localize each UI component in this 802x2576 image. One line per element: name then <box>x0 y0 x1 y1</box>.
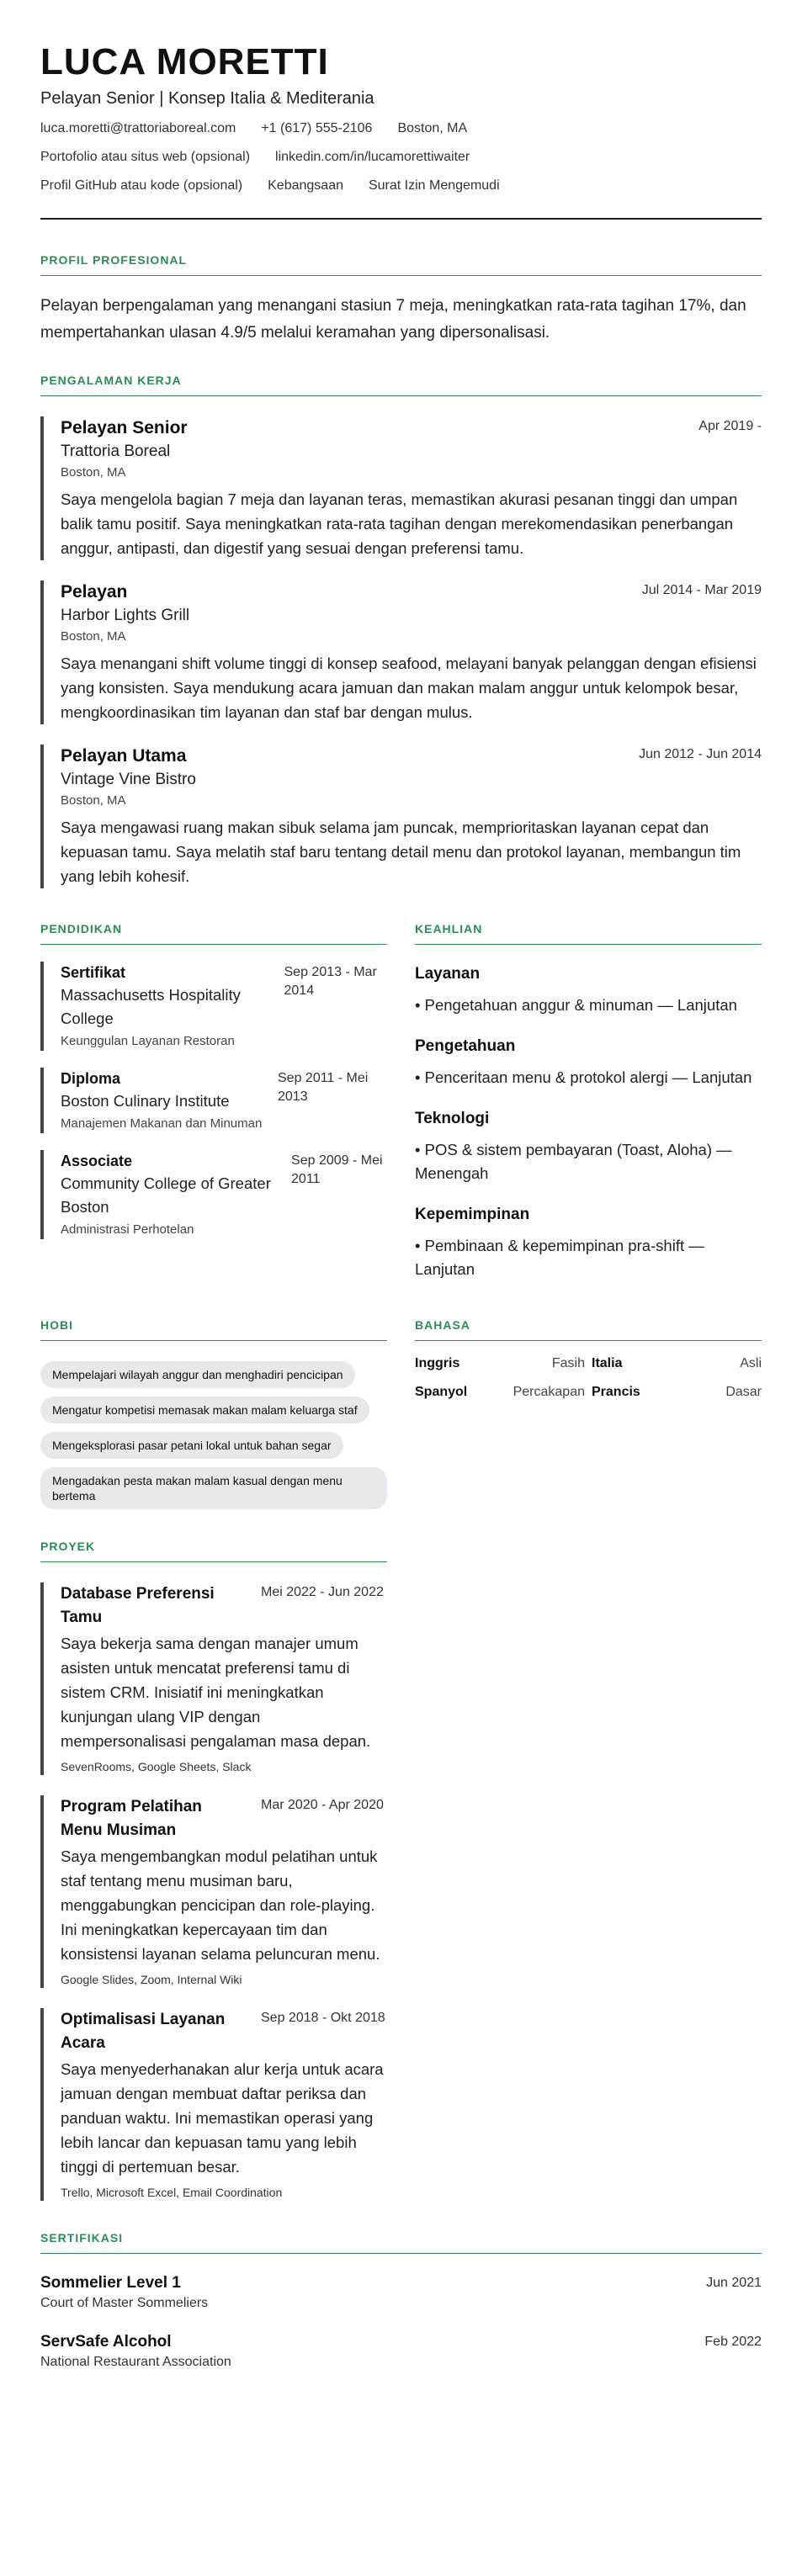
language-item <box>592 1356 762 1371</box>
education-date: Sep 2011 - Mei 2013 <box>278 1071 369 1104</box>
project-date: Mei 2022 - Jun 2022 <box>261 1585 384 1599</box>
language-name: Inggris <box>415 1356 460 1370</box>
education-date: Sep 2013 - Mar 2014 <box>284 965 377 998</box>
certification-name: ServSafe Alcohol <box>40 2333 172 2351</box>
section-title: HOBI <box>40 1318 387 1341</box>
contact-row <box>40 120 762 137</box>
project-entry <box>40 1582 387 1775</box>
education-school: Massachusetts Hospitality College <box>61 986 241 1027</box>
certification-entry <box>40 2331 762 2372</box>
project-name: Optimalisasi Layanan Acara <box>61 2011 226 2052</box>
project-entry <box>40 2008 387 2201</box>
education-school: Community College of Greater Boston <box>61 1174 271 1216</box>
education-field: Manajemen Makanan dan Minuman <box>61 1116 263 1131</box>
job-description: Saya menangani shift volume tinggi di konsep seafood, melayani banyak pelanggan dengan efisiensi yang konsisten. Saya mendukung acara jamuan dan makan malam anggur untuk kelompok besar, mengkoordinasikan tim layanan dan staf bar dengan mulus. <box>61 655 757 721</box>
project-tools: Google Slides, Zoom, Internal Wiki <box>61 1973 242 1986</box>
education-field: Administrasi Perhotelan <box>61 1222 194 1237</box>
project-date: Sep 2018 - Okt 2018 <box>261 2011 385 2025</box>
job-title: Pelayan Senior <box>61 418 188 437</box>
project-date: Mar 2020 - Apr 2020 <box>261 1798 384 1812</box>
certifications-section <box>40 2231 762 2372</box>
language-item <box>415 1356 585 1371</box>
projects-section <box>40 1540 387 2201</box>
section-title: KEAHLIAN <box>415 922 762 945</box>
skills-section <box>415 922 762 1281</box>
project-description: Saya bekerja sama dengan manajer umum asisten untuk mencatat preferensi tamu di sistem CRM. Inisiatif ini meningkatkan kunjungan ulang VIP dengan mempersonalisasi pengalaman masa depan. <box>61 1635 371 1750</box>
education-entry <box>40 1068 387 1133</box>
hobbies-languages-row <box>40 1318 762 1509</box>
language-item <box>592 1385 762 1400</box>
hobby-chip: Mengeksplorasi pasar petani lokal untuk bahan segar <box>40 1432 343 1459</box>
languages-section <box>415 1318 762 1509</box>
job-location: Boston, MA <box>61 629 126 644</box>
project-name: Database Preferensi Tamu <box>61 1585 215 1626</box>
language-level: Dasar <box>725 1385 762 1399</box>
language-level: Asli <box>740 1356 762 1370</box>
experience-entry <box>40 416 762 560</box>
section-title: SERTIFIKASI <box>40 2231 762 2254</box>
skill-category: Kepemimpinan <box>415 1206 530 1223</box>
language-level: Fasih <box>551 1356 585 1370</box>
section-title: PROFIL PROFESIONAL <box>40 253 762 276</box>
skill-category: Pengetahuan <box>415 1037 516 1055</box>
job-description: Saya mengawasi ruang makan sibuk selama jam puncak, memprioritaskan layanan cepat dan kepuasan tamu. Saya melatih staf baru tentang detail menu dan protokol layanan, membangun tim yang lebih kohesif. <box>61 819 741 885</box>
language-name: Italia <box>592 1356 623 1370</box>
section-title: BAHASA <box>415 1318 762 1341</box>
certification-date: Jun 2021 <box>706 2276 762 2290</box>
skill-item: • Pembinaan & kepemimpinan pra-shift — Lanjutan <box>415 1237 704 1278</box>
education-school: Boston Culinary Institute <box>61 1092 230 1110</box>
contact-location: Boston, MA <box>397 121 468 135</box>
skill-item: • Pengetahuan anggur & minuman — Lanjutan <box>415 996 737 1014</box>
education-section <box>40 922 387 1281</box>
language-level: Percakapan <box>513 1385 585 1399</box>
certification-name: Sommelier Level 1 <box>40 2274 181 2292</box>
hobby-chip: Mempelajari wilayah anggur dan menghadiri pencicipan <box>40 1361 355 1388</box>
job-company: Vintage Vine Bistro <box>61 771 196 788</box>
education-degree: Sertifikat <box>61 964 126 981</box>
contact-linkedin: linkedin.com/in/lucamorettiwaiter <box>275 150 470 164</box>
project-tools: Trello, Microsoft Excel, Email Coordination <box>61 2186 283 2199</box>
job-description: Saya mengelola bagian 7 meja dan layanan teras, memastikan akurasi pesanan tinggi dan umpan balik tamu positif. Saya meningkatkan rata-rata tagihan dengan merekomendasikan penerbangan anggur, antipasti, dan digestif yang sesuai dengan preferensi tamu. <box>61 490 738 557</box>
section-title: PROYEK <box>40 1540 387 1562</box>
project-description: Saya menyederhanakan alur kerja untuk acara jamuan dengan membuat daftar periksa dan panduan waktu. Ini memastikan operasi yang lebih lancar dan kepuasan tamu yang lebih tinggi di pertemuan besar. <box>61 2060 384 2176</box>
contact-nationality: Kebangsaan <box>268 178 343 193</box>
skill-group <box>415 1204 762 1281</box>
hobby-chip: Mengadakan pesta makan malam kasual dengan menu bertema <box>40 1467 387 1509</box>
language-item <box>415 1385 585 1400</box>
job-company: Harbor Lights Grill <box>61 607 190 624</box>
job-company: Trattoria Boreal <box>61 443 171 460</box>
language-name: Prancis <box>592 1385 640 1399</box>
experience-entry <box>40 745 762 888</box>
candidate-subtitle: Pelayan Senior | Konsep Italia & Mediterania <box>40 89 374 108</box>
job-title: Pelayan <box>61 582 128 602</box>
certification-issuer: Court of Master Sommeliers <box>40 2296 209 2310</box>
skill-category: Layanan <box>415 965 481 983</box>
job-location: Boston, MA <box>61 793 126 808</box>
contact-phone: +1 (617) 555-2106 <box>261 121 373 135</box>
project-entry <box>40 1795 387 1988</box>
skill-group <box>415 1108 762 1185</box>
job-date: Jul 2014 - Mar 2019 <box>641 583 762 597</box>
education-entry <box>40 962 387 1051</box>
skill-item: • POS & sistem pembayaran (Toast, Aloha) — Menengah <box>415 1141 732 1182</box>
section-title: PENDIDIKAN <box>40 922 387 945</box>
project-description: Saya mengembangkan modul pelatihan untuk staf tentang menu musiman baru, menggabungkan pencicipan dan role-playing. Ini meningkatkan kepercayaan tim dan konsistensi layanan selama peluncuran menu. <box>61 1847 380 1963</box>
certification-issuer: National Restaurant Association <box>40 2355 231 2369</box>
experience-entry <box>40 580 762 724</box>
hobby-chip: Mengatur kompetisi memasak makan malam keluarga staf <box>40 1397 369 1423</box>
project-name: Program Pelatihan Menu Musiman <box>61 1798 202 1839</box>
summary-text: Pelayan berpengalaman yang menangani stasiun 7 meja, meningkatkan rata-rata tagihan 17%, dan mempertahankan ulasan 4.9/5 melalui keramahan yang dipersonalisasi. <box>40 297 746 342</box>
job-date: Jun 2012 - Jun 2014 <box>639 747 762 761</box>
skill-group <box>415 963 762 1017</box>
education-skills-row <box>40 922 762 1281</box>
certification-date: Feb 2022 <box>704 2335 762 2349</box>
contact-row <box>40 149 762 166</box>
education-date: Sep 2009 - Mei 2011 <box>291 1153 383 1186</box>
job-date: Apr 2019 - <box>698 419 762 433</box>
contact-row <box>40 178 762 194</box>
contact-github: Profil GitHub atau kode (opsional) <box>40 178 243 193</box>
skill-category: Teknologi <box>415 1110 490 1127</box>
job-location: Boston, MA <box>61 465 126 480</box>
section-title: PENGALAMAN KERJA <box>40 374 762 396</box>
contact-portfolio: Portofolio atau situs web (opsional) <box>40 150 251 164</box>
project-tools: SevenRooms, Google Sheets, Slack <box>61 1760 252 1773</box>
experience-section <box>40 374 762 888</box>
job-title: Pelayan Utama <box>61 746 187 766</box>
summary-section <box>40 253 762 347</box>
language-name: Spanyol <box>415 1385 468 1399</box>
certification-entry <box>40 2272 762 2313</box>
hobbies-section <box>40 1318 387 1509</box>
contact-license: Surat Izin Mengemudi <box>368 178 500 193</box>
education-degree: Associate <box>61 1153 133 1169</box>
skill-item: • Penceritaan menu & protokol alergi — Lanjutan <box>415 1068 752 1086</box>
skill-group <box>415 1036 762 1089</box>
education-field: Keunggulan Layanan Restoran <box>61 1034 235 1048</box>
candidate-name: LUCA MORETTI <box>40 41 329 82</box>
header-divider <box>40 218 762 220</box>
education-degree: Diploma <box>61 1070 121 1087</box>
education-entry <box>40 1150 387 1239</box>
contact-email: luca.moretti@trattoriaboreal.com <box>40 121 236 135</box>
